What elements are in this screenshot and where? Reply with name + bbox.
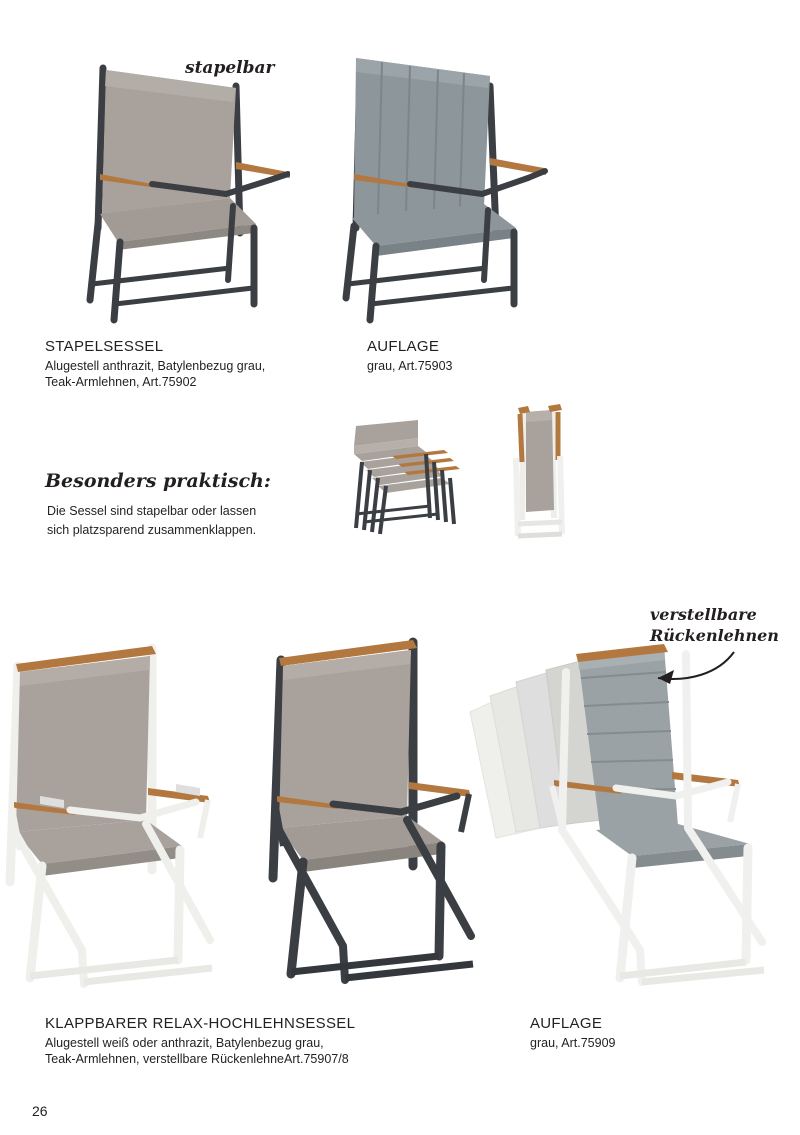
product-title: STAPELSESSEL bbox=[45, 338, 164, 355]
product-desc-line2: Teak-Armlehnen, verstellbare RückenlehneArt.75907/8 bbox=[45, 1052, 349, 1066]
product-title: KLAPPBARER RELAX-HOCHLEHNSESSEL bbox=[45, 1015, 356, 1032]
relax-chair-white-illustration bbox=[0, 620, 260, 1000]
stacked-chairs-illustration bbox=[340, 418, 480, 548]
annotation-line2: Rückenlehnen bbox=[650, 626, 779, 645]
page-number: 26 bbox=[32, 1103, 48, 1119]
feature-note-line1: Die Sessel sind stapelbar oder lassen bbox=[47, 504, 257, 518]
product-title: AUFLAGE bbox=[367, 338, 440, 355]
annotation-stapelbar: stapelbar bbox=[185, 58, 275, 78]
product-auflage-bottom bbox=[530, 1015, 780, 1051]
feature-note-line2: sich platzsparend zusammenklappen. bbox=[47, 523, 257, 537]
product-desc-line1: grau, Art.75909 bbox=[530, 1036, 616, 1050]
product-desc-line1: Alugestell anthrazit, Batylenbezug grau, bbox=[45, 359, 266, 373]
auflage-chair-illustration bbox=[330, 28, 580, 328]
product-desc-line1: grau, Art.75903 bbox=[367, 359, 453, 373]
annotation-verstellbare-rueckenlehnen bbox=[650, 604, 779, 646]
feature-note-body bbox=[45, 502, 345, 540]
feature-note-heading: Besonders praktisch: bbox=[45, 470, 271, 492]
product-desc-line2: Teak-Armlehnen, Art.75902 bbox=[45, 375, 197, 389]
product-relax bbox=[45, 1015, 505, 1067]
product-auflage-top bbox=[367, 338, 617, 374]
product-title: AUFLAGE bbox=[530, 1015, 603, 1032]
folded-chair-illustration bbox=[500, 398, 580, 548]
product-stapelsessel bbox=[45, 338, 345, 390]
feature-note bbox=[45, 470, 345, 540]
annotation-line1: verstellbare bbox=[650, 605, 757, 624]
curved-arrow-icon bbox=[648, 648, 738, 696]
product-desc-line1: Alugestell weiß oder anthrazit, Batylenbezug grau, bbox=[45, 1036, 324, 1050]
